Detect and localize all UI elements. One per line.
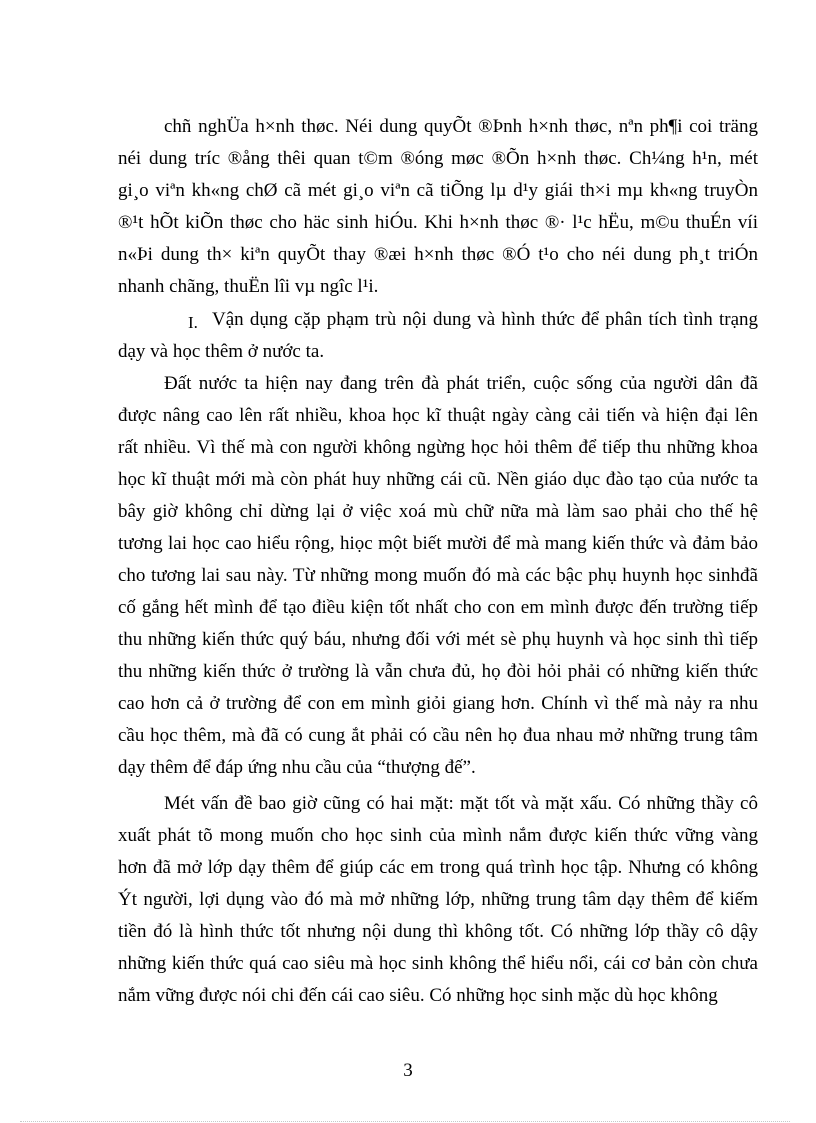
paragraph-line: dạy thêm để đáp ứng nhu cầu của “thượng đế”. <box>118 757 476 778</box>
paragraph-line: cho tương lai sau này. Từ những mong muốn đó mà các bậc phụ huynh học sinhđã <box>118 565 758 586</box>
paragraph-line: tương lai học cao hiểu rộng, hiọc một biết mười để mà mang kiến thức và đảm bảo <box>118 533 758 554</box>
paragraph-line: xuất phát tõ mong muốn cho học sinh của mình nắm được kiến thức vững vàng <box>118 825 758 846</box>
page-bottom-divider <box>20 1121 790 1122</box>
paragraph-line: hơn đã mở lớp dạy thêm để giúp các em trong quá trình học tập. Nhưng có không <box>118 857 758 878</box>
paragraph-line: cố gắng hết mình để tạo điều kiện tốt nhất cho con em mình được đến trường tiếp <box>118 597 758 618</box>
paragraph-line: Mét vấn đề bao giờ cũng có hai mặt: mặt tốt và mặt xấu. Có những thầy cô <box>164 793 758 814</box>
heading-number: I. <box>188 313 198 332</box>
paragraph-line: học kĩ thuật mới mà còn phát huy những cái cũ. Nền giáo dục đào tạo của nước ta <box>118 469 758 490</box>
paragraph-line: thu những kiến thức quý báu, nhưng đối với mét sè phụ huynh và học sinh thì tiếp <box>118 629 758 650</box>
page-number: 3 <box>403 1060 413 1081</box>
paragraph-line: Đất nước ta hiện nay đang trên đà phát triển, cuộc sống của người dân đã <box>164 373 758 394</box>
text-line: nhanh chãng, thuËn lîi vµ ngîc l¹i. <box>118 276 379 297</box>
paragraph-line: thu những kiến thức ở trường là vẫn chưa đủ, họ đòi hỏi phải có những kiến thức <box>118 661 758 682</box>
text-line: chñ nghÜa h×nh thøc. Néi dung quyÕt ®Þnh h×nh thøc, nªn ph¶i coi träng <box>164 116 758 137</box>
text-line: n«Þi dung th× kiªn quyÕt thay ®æi h×nh thøc ®Ó t¹o cho néi dung ph¸t triÓn <box>118 244 758 265</box>
paragraph-line: Ýt người, lợi dụng vào đó mà mở những lớp, những trung tâm dạy thêm để kiếm <box>118 889 758 910</box>
paragraph-line: cầu học thêm, mà đã có cung ắt phải có cầu nên họ đua nhau mở những trung tâm <box>118 725 758 746</box>
paragraph-line: bây giờ không chỉ dừng lại ở việc xoá mù chữ nữa mà làm sao phải cho thế hệ <box>118 501 758 522</box>
section-heading: dạy và học thêm ở nước ta. <box>118 341 325 362</box>
paragraph-line: được nâng cao lên rất nhiều, khoa học kĩ thuật ngày càng cải tiến và hiện đại lên <box>118 405 758 426</box>
text-line: gi¸o viªn kh«ng chØ cã mét gi¸o viªn cã tiÕng lµ d¹y giái th×i mµ kh«ng truyÒn <box>118 180 758 201</box>
paragraph-line: tiền đó là hình thức tốt nhưng nội dung thì không tốt. Có những lớp thầy cô dậy <box>118 921 758 942</box>
text-line: néi dung tríc ®ång thêi quan t©m ®óng møc ®Õn h×nh thøc. Ch¼ng h¹n, mét <box>118 148 758 169</box>
section-heading: Vận dụng cặp phạm trù nội dung và hình thức để phân tích tình trạng <box>212 309 758 330</box>
paragraph-line: rất nhiều. Vì thế mà con người không ngừng học hỏi thêm để tiếp thu những khoa <box>118 437 758 458</box>
text-line: ®¹t hÕt kiÕn thøc cho häc sinh hiÓu. Khi h×nh thøc ®· l¹c hËu, m©u thuÉn víi <box>118 212 758 233</box>
paragraph-line: cao hơn cả ở trường để con em mình giỏi giang hơn. Chính vì thế mà nảy ra nhu <box>118 693 758 714</box>
paragraph-line: nắm vững được nói chi đến cái cao siêu. Có những học sinh mặc dù học không <box>118 985 718 1006</box>
paragraph-line: những kiến thức quá cao siêu mà học sinh không thể hiểu nổi, cái cơ bản còn chưa <box>118 953 758 974</box>
